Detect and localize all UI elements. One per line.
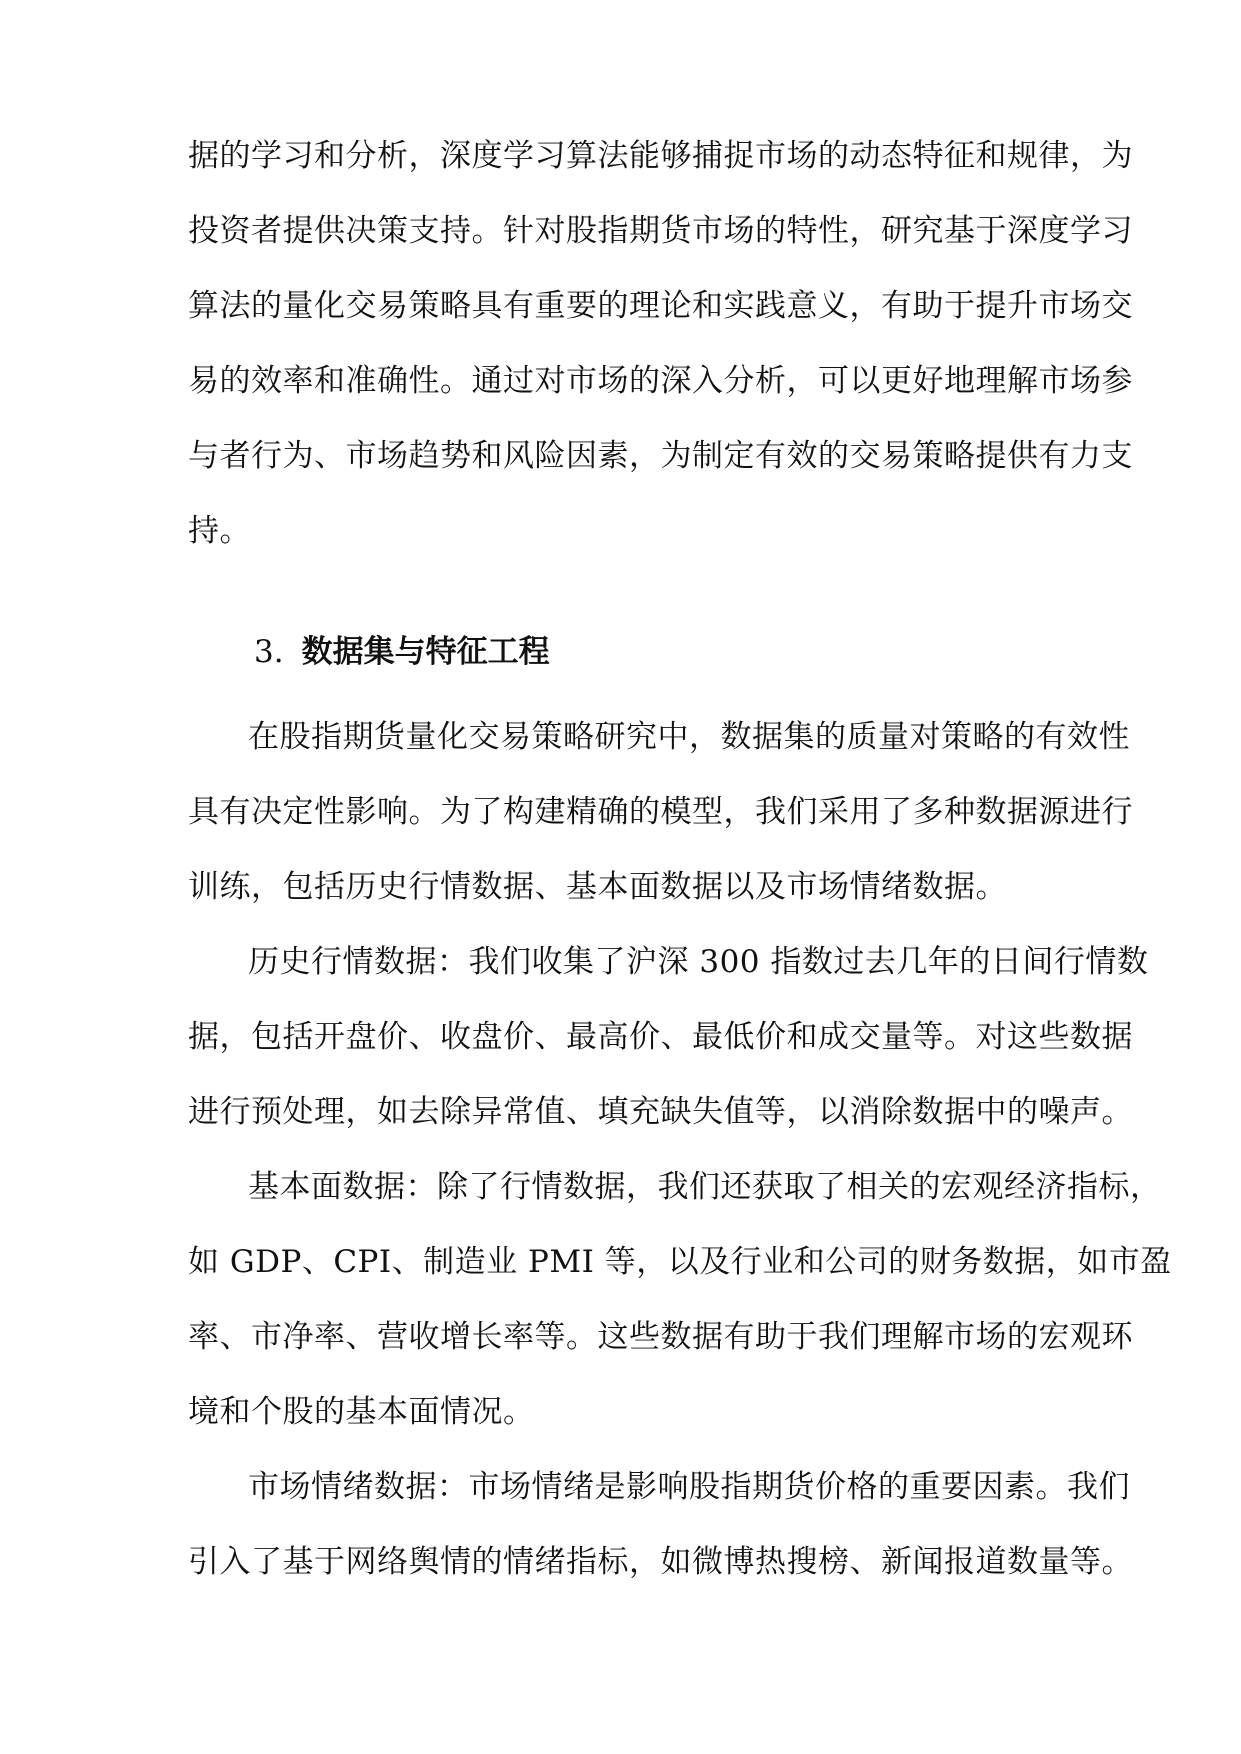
paragraph-2-line-1: 历史行情数据：我们收集了沪深 300 指数过去几年的日间行情数 — [248, 944, 1149, 980]
intro-line-4: 易的效率和准确性。通过对市场的深入分析，可以更好地理解市场参 — [188, 363, 1133, 399]
paragraph-1-line-1: 在股指期货量化交易策略研究中，数据集的质量对策略的有效性 — [248, 719, 1130, 755]
intro-line-3: 算法的量化交易策略具有重要的理论和实践意义，有助于提升市场交 — [188, 288, 1133, 324]
paragraph-3-line-4: 境和个股的基本面情况。 — [188, 1394, 535, 1430]
paragraph-2-line-2: 据，包括开盘价、收盘价、最高价、最低价和成交量等。对这些数据 — [188, 1019, 1133, 1055]
intro-line-6: 持。 — [188, 513, 251, 549]
intro-line-2: 投资者提供决策支持。针对股指期货市场的特性，研究基于深度学习 — [188, 213, 1133, 249]
section-number: 3. — [254, 634, 284, 670]
intro-line-1: 据的学习和分析，深度学习算法能够捕捉市场的动态特征和规律，为 — [188, 138, 1133, 174]
paragraph-3-line-2: 如 GDP、CPI、制造业 PMI 等，以及行业和公司的财务数据，如市盈 — [188, 1244, 1172, 1280]
paragraph-4-line-2: 引入了基于网络舆情的情绪指标，如微博热搜榜、新闻报道数量等。 — [188, 1544, 1133, 1580]
intro-line-5: 与者行为、市场趋势和风险因素，为制定有效的交易策略提供有力支 — [188, 438, 1133, 474]
paragraph-3-line-1: 基本面数据：除了行情数据，我们还获取了相关的宏观经济指标， — [248, 1169, 1162, 1205]
paragraph-2-line-3: 进行预处理，如去除异常值、填充缺失值等，以消除数据中的噪声。 — [188, 1094, 1133, 1130]
paragraph-3-line-3: 率、市净率、营收增长率等。这些数据有助于我们理解市场的宏观环 — [188, 1319, 1133, 1355]
paragraph-1-line-2: 具有决定性影响。为了构建精确的模型，我们采用了多种数据源进行 — [188, 794, 1133, 830]
section-title: 数据集与特征工程 — [301, 634, 550, 670]
paragraph-4-line-1: 市场情绪数据：市场情绪是影响股指期货价格的重要因素。我们 — [248, 1469, 1130, 1505]
paragraph-1-line-3: 训练，包括历史行情数据、基本面数据以及市场情绪数据。 — [188, 869, 1007, 905]
section-heading — [254, 632, 550, 672]
